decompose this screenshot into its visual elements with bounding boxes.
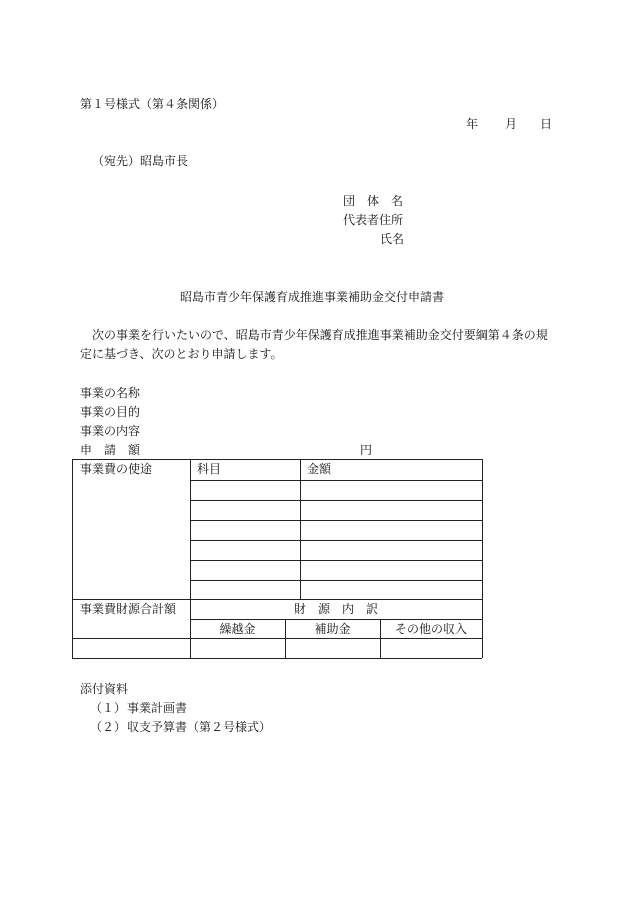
attachments-heading: 添付資料 [80, 682, 129, 696]
date-month-label: 月 [505, 117, 518, 131]
amount-unit: 円 [360, 443, 373, 457]
project-name-label: 事業の名称 [80, 386, 141, 400]
table-border-left [72, 459, 73, 658]
usage-label: 事業費の使途 [80, 462, 153, 476]
amount-label: 申 請 額 [80, 443, 141, 457]
table-border-right [482, 459, 483, 658]
table-row-line [190, 520, 482, 521]
table-row-line [190, 560, 482, 561]
attachment-1-number: （１） [90, 701, 127, 715]
table-row-line [190, 580, 482, 581]
item-column-header: 科目 [197, 462, 222, 476]
table-row-line [190, 540, 482, 541]
table-border-top [72, 459, 482, 460]
date-day-label: 日 [540, 117, 553, 131]
table-row-line [190, 500, 482, 501]
name-label: 氏名 [380, 232, 405, 246]
attachment-2-number: （２） [90, 720, 127, 734]
project-content-label: 事業の内容 [80, 424, 141, 438]
funding-breakdown-header: 財 源 内 訳 [293, 602, 378, 616]
table-row-line [72, 638, 482, 639]
body-paragraph: 次の事業を行いたいので、昭島市青少年保護育成推進事業補助金交付要綱第４条の規定に基づき、次のとおり申請します。 [80, 328, 548, 361]
other-income-header: その他の収入 [394, 622, 467, 636]
attachment-1-text: 事業計画書 [127, 701, 188, 715]
table-border-bottom [72, 658, 482, 659]
table-row-line [190, 480, 482, 481]
table-row-line [190, 619, 482, 620]
form-number: 第１号様式（第４条関係） [80, 97, 225, 111]
date-year-label: 年 [466, 117, 479, 131]
address-label: 代表者住所 [343, 213, 404, 227]
addressee: （宛先）昭島市長 [92, 154, 189, 168]
document-title: 昭島市青少年保護育成推進事業補助金交付申請書 [180, 290, 445, 304]
amount-column-header: 金額 [307, 462, 332, 476]
subsidy-header: 補助金 [314, 622, 351, 636]
carryover-header: 繰越金 [219, 622, 256, 636]
funding-total-label: 事業費財源合計額 [80, 602, 177, 616]
project-purpose-label: 事業の目的 [80, 405, 141, 419]
org-name-label: 団 体 名 [343, 194, 404, 208]
table-section-line [72, 599, 482, 600]
attachment-2-text: 収支予算書（第２号様式） [127, 720, 272, 734]
